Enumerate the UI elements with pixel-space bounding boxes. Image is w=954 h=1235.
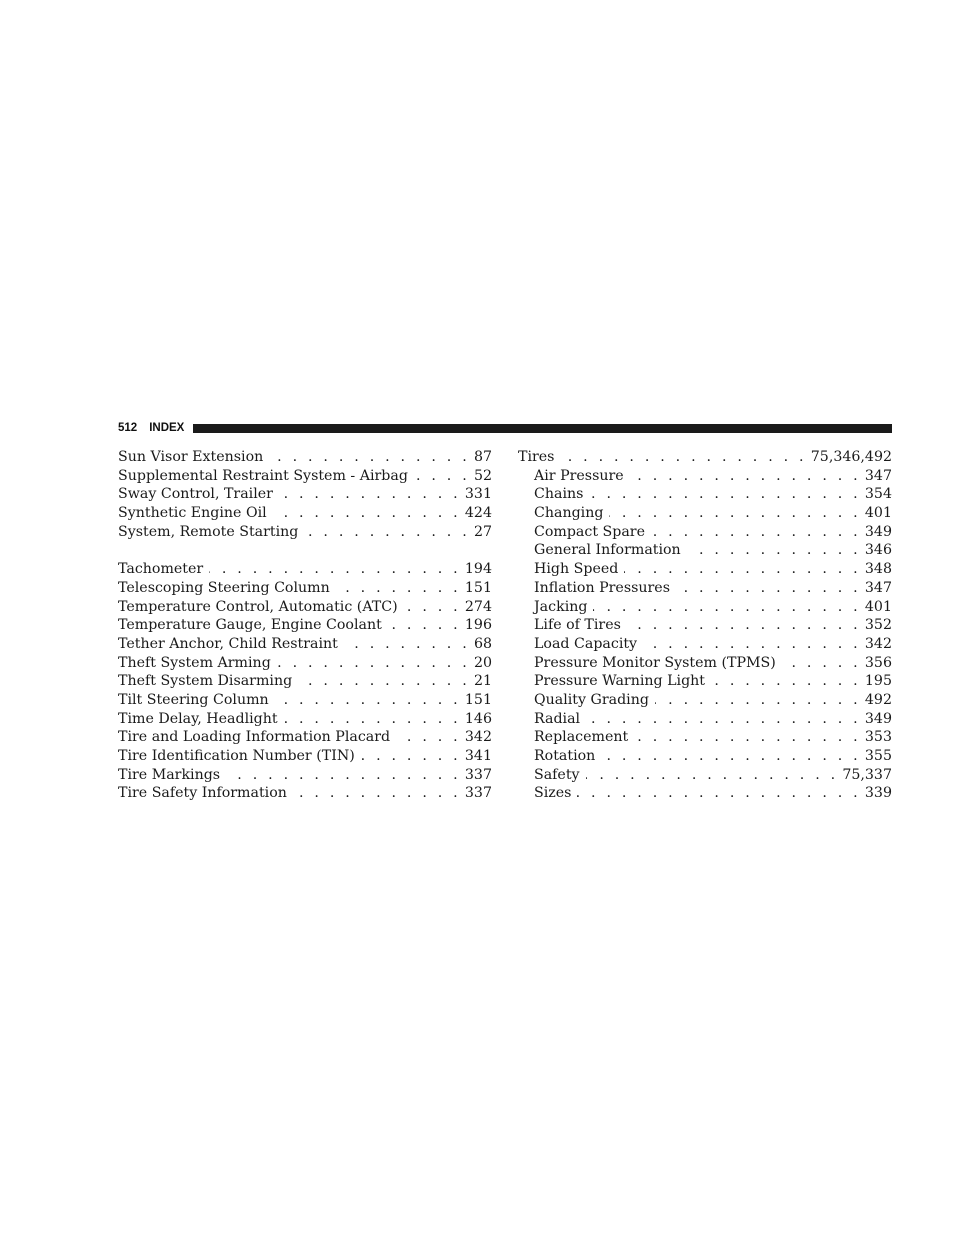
- entry-term: Sun Visor Extension: [118, 449, 264, 465]
- entry-term: Replacement: [534, 729, 629, 746]
- index-subentry: [518, 598, 892, 617]
- index-subentry: [518, 672, 892, 691]
- entry-term: Theft System Arming: [118, 654, 271, 671]
- entry-term: Jacking: [534, 598, 588, 615]
- entry-page: 75,337: [842, 766, 892, 783]
- dot-leader: [630, 467, 861, 486]
- index-entry: [118, 598, 492, 617]
- entry-page: 337: [464, 785, 492, 802]
- page-header: [118, 419, 892, 437]
- entry-page: 424: [464, 505, 492, 522]
- dot-leader: [269, 448, 470, 467]
- entry-term: Changing: [534, 505, 604, 522]
- entry-page: 347: [864, 579, 892, 596]
- index-column-right: [518, 448, 892, 803]
- entry-page: 346: [864, 542, 892, 559]
- index-entry: [118, 616, 492, 635]
- index-subentry: [518, 766, 892, 785]
- entry-term: Theft System Disarming: [118, 673, 293, 690]
- entry-term: General Information: [534, 542, 681, 559]
- entry-term: Sway Control, Trailer: [118, 486, 273, 503]
- index-subentry: [518, 691, 892, 710]
- entry-page: 355: [864, 748, 892, 764]
- dot-leader: [304, 523, 470, 542]
- page-number: 512: [118, 422, 138, 434]
- dot-leader: [560, 448, 806, 467]
- index-subentry: [518, 523, 892, 542]
- dot-leader: [643, 635, 861, 654]
- entry-term: Pressure Warning Light: [534, 673, 705, 690]
- index-subentry: [518, 504, 892, 523]
- dot-leader: [298, 672, 470, 691]
- dot-leader: [655, 691, 861, 710]
- index-subentry: [518, 560, 892, 579]
- entry-term: Synthetic Engine Oil: [118, 505, 267, 522]
- entry-page: 52: [473, 467, 492, 484]
- dot-leader: [388, 616, 461, 635]
- index-entry: [118, 747, 492, 766]
- index-entry: [118, 728, 492, 747]
- dot-leader: [279, 485, 461, 504]
- entry-page: 274: [464, 598, 492, 615]
- entry-page: 349: [864, 523, 892, 540]
- dot-leader: [209, 560, 461, 579]
- dot-leader: [226, 766, 461, 785]
- dot-leader: [634, 728, 861, 747]
- entry-page: 21: [473, 673, 492, 690]
- entry-term: Tachometer: [118, 561, 204, 578]
- dot-leader: [361, 747, 461, 766]
- index-entry: [118, 523, 492, 542]
- entry-page: 492: [864, 691, 892, 708]
- index-entry-main: [518, 448, 892, 467]
- entry-term: Tire and Loading Information Placard: [118, 729, 391, 746]
- entry-term: Tether Anchor, Child Restraint: [118, 635, 338, 652]
- entry-page: 356: [864, 654, 892, 671]
- index-entry: [118, 672, 492, 691]
- index-subentry: [518, 654, 892, 673]
- entry-page: 75,346,492: [810, 449, 892, 465]
- entry-page: 339: [864, 785, 892, 802]
- entry-term: Rotation: [534, 748, 596, 764]
- dot-leader: [601, 747, 861, 766]
- entry-page: 87: [473, 449, 492, 465]
- dot-leader: [586, 766, 839, 785]
- entry-term: Temperature Control, Automatic (ATC): [118, 598, 398, 615]
- entry-term: Compact Spare: [534, 523, 645, 540]
- index-entry: [118, 784, 492, 803]
- entry-page: 331: [464, 486, 492, 503]
- dot-leader: [782, 654, 861, 673]
- index-entry: [118, 691, 492, 710]
- entry-term: System, Remote Starting: [118, 523, 299, 540]
- index-entry: [118, 448, 492, 467]
- entry-page: 401: [864, 505, 892, 522]
- entry-term: Chains: [534, 486, 584, 503]
- entry-term: Pressure Monitor System (TPMS): [534, 654, 776, 671]
- entry-page: 349: [864, 710, 892, 727]
- index-entry: [118, 485, 492, 504]
- dot-leader: [336, 579, 461, 598]
- entry-term: Load Capacity: [534, 635, 638, 652]
- entry-page: 342: [864, 635, 892, 652]
- dot-leader: [293, 784, 461, 803]
- entry-term: Tires: [518, 449, 555, 465]
- index-subentry: [518, 710, 892, 729]
- entry-term: Safety: [534, 766, 580, 783]
- dot-leader: [609, 504, 860, 523]
- dot-leader: [577, 784, 860, 803]
- entry-term: Quality Grading: [534, 691, 649, 708]
- index-entry: [118, 766, 492, 785]
- group-spacer: [118, 541, 492, 560]
- entry-page: 194: [464, 561, 492, 578]
- dot-leader: [277, 654, 470, 673]
- index-entry: [118, 560, 492, 579]
- index-subentry: [518, 635, 892, 654]
- index-entry: [118, 504, 492, 523]
- index-subentry: [518, 728, 892, 747]
- entry-term: High Speed: [534, 561, 619, 578]
- dot-leader: [414, 467, 470, 486]
- entry-term: Life of Tires: [534, 617, 621, 634]
- entry-term: Tilt Steering Column: [118, 691, 269, 708]
- entry-page: 195: [864, 673, 892, 690]
- index-subentry: [518, 747, 892, 766]
- entry-page: 353: [864, 729, 892, 746]
- dot-leader: [624, 560, 861, 579]
- dot-leader: [275, 691, 461, 710]
- index-subentry: [518, 784, 892, 803]
- entry-page: 341: [464, 748, 492, 764]
- entry-page: 348: [864, 561, 892, 578]
- dot-leader: [711, 672, 861, 691]
- entry-term: Tire Safety Information: [118, 785, 287, 802]
- entry-page: 342: [464, 729, 492, 746]
- entry-page: 352: [864, 617, 892, 634]
- entry-term: Air Pressure: [534, 467, 624, 484]
- index-subentry: [518, 485, 892, 504]
- index-entry: [118, 635, 492, 654]
- index-entry: [118, 710, 492, 729]
- dot-leader: [687, 541, 861, 560]
- entry-page: 151: [464, 691, 492, 708]
- entry-term: Tire Markings: [118, 766, 221, 783]
- entry-term: Sizes: [534, 785, 572, 802]
- entry-term: Telescoping Steering Column: [118, 579, 330, 596]
- entry-page: 347: [864, 467, 892, 484]
- index-subentry: [518, 541, 892, 560]
- dot-leader: [676, 579, 861, 598]
- entry-page: 146: [464, 710, 492, 727]
- dot-leader: [586, 710, 861, 729]
- entry-term: Inflation Pressures: [534, 579, 670, 596]
- entry-page: 151: [464, 579, 492, 596]
- index-subentry: [518, 616, 892, 635]
- entry-page: 20: [473, 654, 492, 671]
- dot-leader: [273, 504, 461, 523]
- entry-page: 337: [464, 766, 492, 783]
- entry-term: Tire Identification Number (TIN): [118, 748, 355, 764]
- entry-term: Supplemental Restraint System - Airbag: [118, 467, 408, 484]
- index-subentry: [518, 579, 892, 598]
- entry-page: 401: [864, 598, 892, 615]
- dot-leader: [344, 635, 470, 654]
- dot-leader: [627, 616, 861, 635]
- index-entry: [118, 467, 492, 486]
- entry-page: 354: [864, 486, 892, 503]
- index-entry: [118, 654, 492, 673]
- header-rule: [193, 424, 892, 433]
- entry-page: 68: [473, 635, 492, 652]
- index-column-left: [118, 448, 492, 803]
- entry-term: Temperature Gauge, Engine Coolant: [118, 617, 382, 634]
- section-title: INDEX: [149, 422, 185, 434]
- dot-leader: [396, 728, 461, 747]
- index-entry: [118, 579, 492, 598]
- dot-leader: [589, 485, 860, 504]
- dot-leader: [284, 710, 461, 729]
- dot-leader: [404, 598, 461, 617]
- entry-term: Time Delay, Headlight: [118, 710, 278, 727]
- index-subentry: [518, 467, 892, 486]
- entry-page: 27: [473, 523, 492, 540]
- dot-leader: [593, 598, 860, 617]
- dot-leader: [651, 523, 861, 542]
- entry-term: Radial: [534, 710, 581, 727]
- entry-page: 196: [464, 617, 492, 634]
